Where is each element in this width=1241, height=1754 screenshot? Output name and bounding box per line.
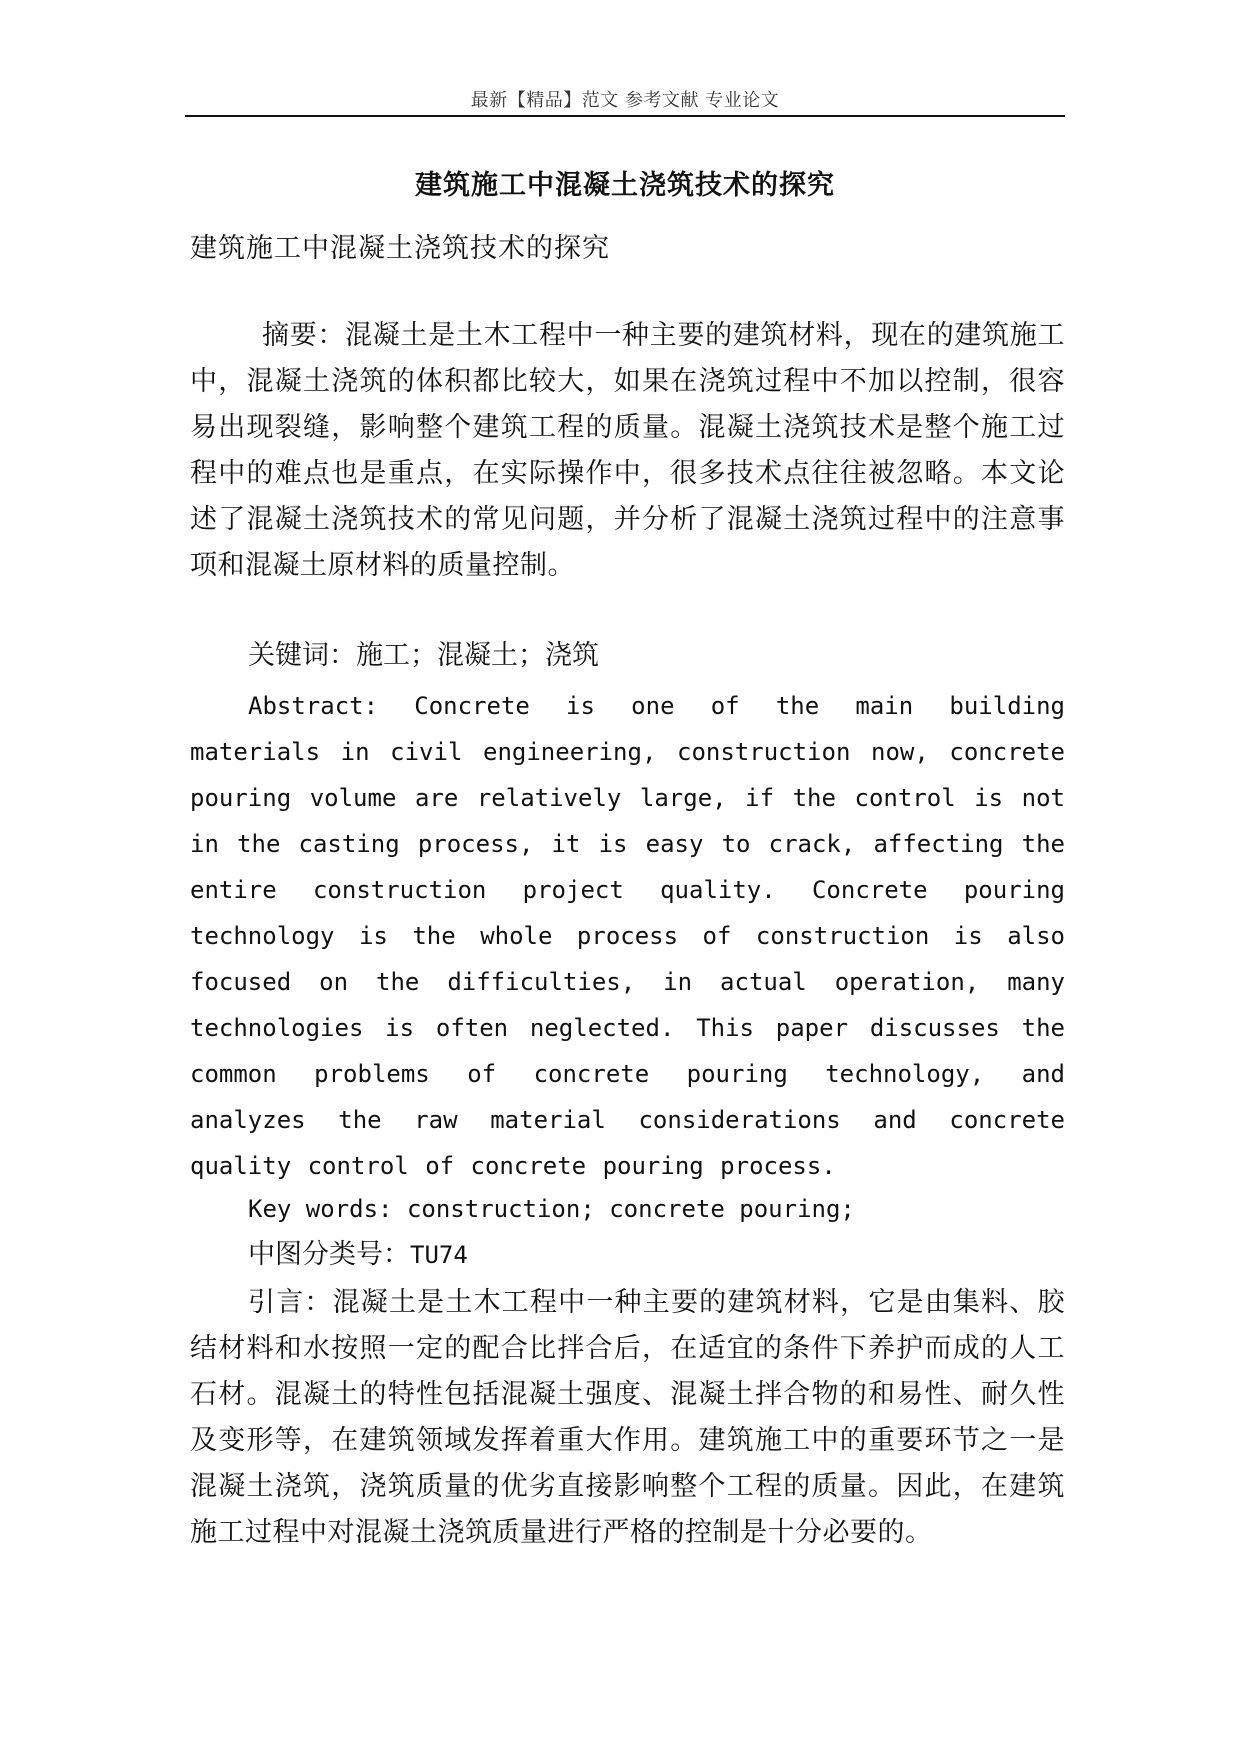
abstract-english: Abstract: Concrete is one of the main building materials in civil engineering, construction now, concrete pouring volume are relatively large, if the control is not in the casting process, it is easy to crack, affecting the entire construction project quality. Concrete pouring technology is the whole process of construction is also focused on the difficulties, in actual operation, many technologies is often neglected. This paper discusses the common problems of concrete pouring technology, and analyzes the raw material considerations and concrete quality control of concrete pouring process. (190, 692, 1065, 1180)
abstract-chinese: 摘要：混凝土是土木工程中一种主要的建筑材料，现在的建筑施工中，混凝土浇筑的体积都比较大，如果在浇筑过程中不加以控制，很容易出现裂缝，影响整个建筑工程的质量。混凝土浇筑技术是整个施工过程中的难点也是重点，在实际操作中，很多技术点往往被忽略。本文论述了混凝土浇筑技术的常见问题，并分析了混凝土浇筑过程中的注意事项和混凝土原材料的质量控制。 (190, 320, 1065, 581)
header-divider (185, 115, 1065, 117)
classification-code: TU74 (410, 1241, 468, 1269)
keywords-english: Key words: construction; concrete pouring; (248, 1195, 855, 1223)
classification-label: 中图分类号： (248, 1239, 410, 1270)
classification-number (248, 1232, 1123, 1278)
document-subtitle: 建筑施工中混凝土浇筑技术的探究 (190, 233, 610, 264)
introduction-paragraph: 引言：混凝土是土木工程中一种主要的建筑材料，它是由集料、胶结材料和水按照一定的配合比拌合后，在适宜的条件下养护而成的人工石材。混凝土的特性包括混凝土强度、混凝土拌合物的和易性、耐久性及变形等，在建筑领域发挥着重大作用。建筑施工中的重要环节之一是混凝土浇筑，浇筑质量的优劣直接影响整个工程的质量。因此，在建筑施工过程中对混凝土浇筑质量进行严格的控制是十分必要的。 (190, 1287, 1065, 1548)
keywords-chinese: 关键词：施工；混凝土；浇筑 (248, 640, 599, 671)
page-header: 最新【精品】范文 参考文献 专业论文 (470, 90, 780, 111)
document-title: 建筑施工中混凝土浇筑技术的探究 (415, 170, 835, 201)
